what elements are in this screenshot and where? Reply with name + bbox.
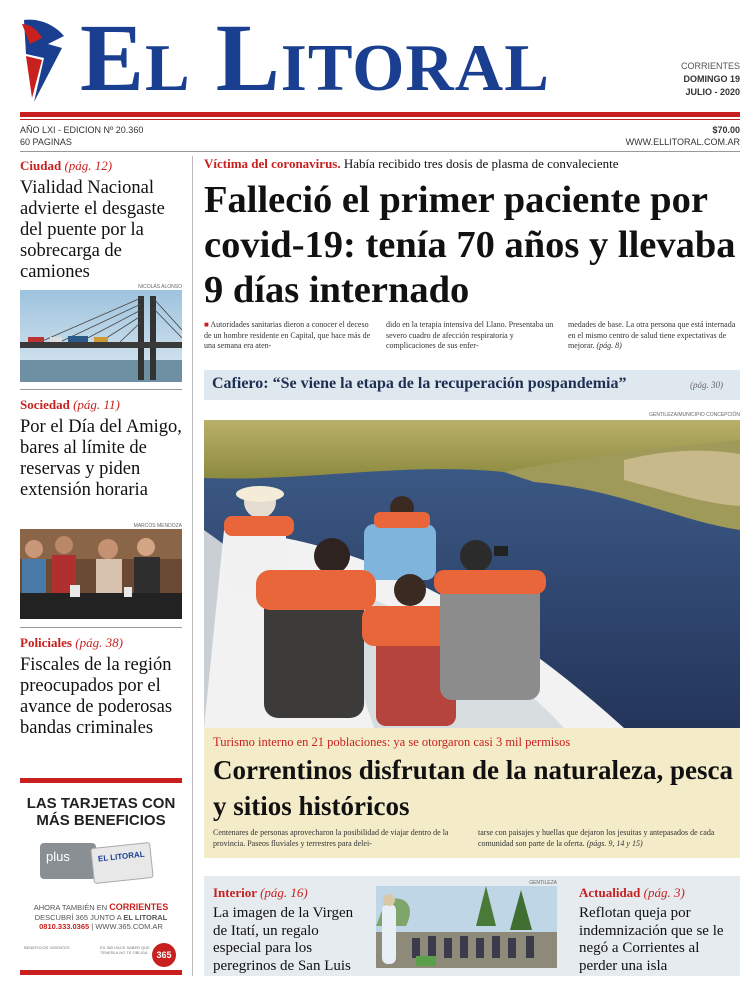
page-ref: (pág. 11): [73, 397, 120, 412]
page-count: 60 PAGINAS: [20, 137, 72, 147]
ad-phone: 0810.333.0365: [39, 922, 90, 931]
quote-text[interactable]: Cafiero: “Se viene la etapa de la recuperación pospandemia”: [212, 375, 627, 392]
date-block: [640, 60, 740, 99]
sociedad-headline[interactable]: Por el Día del Amigo, bares al límite de reservas y piden extensión horaria: [20, 417, 182, 500]
left-divider: [20, 627, 182, 628]
feature-column-1: Centenares de personas aprovecharon la posibilidad de viajar dentro de la provincia. Paseos fluviales y terrestres para delei-: [213, 828, 449, 848]
section-label: Ciudad: [20, 158, 62, 173]
col1-text: Autoridades sanitarias dieron a conocer el deceso de un hombre residente en Capital, que hace más de una semana era aten-: [204, 320, 371, 350]
ciudad-headline[interactable]: Vialidad Nacional advierte el desgaste del puente por la sobrecarga de camiones: [20, 178, 165, 282]
bullet-icon: ■: [204, 320, 209, 329]
main-kicker: [204, 156, 744, 172]
ad-fine1: BENEFICIOS VIGENTES: [24, 945, 70, 950]
edition-info: [20, 124, 143, 148]
kicker-label: Víctima del coronavirus.: [204, 156, 341, 171]
price-info: [626, 124, 740, 148]
masthead-rule: [20, 112, 740, 117]
section-policiales[interactable]: [20, 635, 123, 651]
masthead-rule-thin: [20, 119, 740, 120]
location: CORRIENTES: [680, 61, 740, 71]
column-divider: [192, 156, 193, 976]
interior-headline[interactable]: La imagen de la Virgen de Itatí, un regalo especial para los peregrinos de San Luis: [213, 905, 354, 974]
main-column-1: [204, 320, 372, 352]
plus-card: [40, 843, 96, 879]
feature-col2-text: tarse con paisajes y huellas que dejaron los jesuitas y antepasados de cada comunidad son parte de la oferta.: [478, 828, 715, 848]
main-headline[interactable]: Falleció el primer paciente por covid-19: tenía 70 años y llevaba 9 días internado: [204, 179, 736, 311]
bar-friends-photo[interactable]: [20, 529, 182, 619]
ad-body: AHORA TAMBIÉN EN CORRIENTES DESCUBRÍ 365 JUNTO A EL LITORAL 0810.333.0365 | WWW.365.COM.AR: [33, 902, 169, 931]
meta-rule: [20, 151, 740, 152]
section-actualidad[interactable]: [579, 885, 685, 901]
logo-365: 365: [152, 943, 176, 967]
weekday-day: DOMINGO 19: [683, 74, 740, 84]
feature-headline[interactable]: Correntinos disfrutan de la naturaleza, pesca y sitios históricos: [213, 755, 733, 821]
actualidad-headline[interactable]: Reflotan queja por indemnización que se le negó a Corrientes al perder una isla: [579, 905, 724, 974]
main-column-2: dido en la terapia intensiva del Llano. Presentaba un severo cuadro de afección respiratoria y complicaciones de sus enfer-: [386, 320, 554, 350]
ad-line1-hl: CORRIENTES: [109, 902, 169, 912]
card-brand: EL LITORAL: [97, 849, 146, 864]
ad-line2: DESCUBRÍ 365 JUNTO A: [34, 912, 122, 922]
ad-line1: AHORA TAMBIÉN EN: [33, 903, 108, 912]
main-photo-credit: GENTILEZA/MUNICIPIO CONCEPCIÓN: [649, 412, 740, 418]
ad-line2-hl: EL LITORAL: [123, 912, 168, 922]
bridge-photo[interactable]: [20, 290, 182, 382]
logo-mark: [20, 14, 70, 106]
ad-365[interactable]: [20, 778, 182, 975]
section-label: Interior: [213, 885, 257, 900]
col3-text: medades de base. La otra persona que está internada en el mismo centro de salud tiene expectativas de mejorar.: [568, 320, 736, 350]
website-link[interactable]: WWW.ELLITORAL.COM.AR: [625, 137, 740, 147]
feature-column-2: [478, 828, 738, 849]
month-year: JULIO - 2020: [685, 87, 740, 97]
section-sociedad[interactable]: [20, 397, 120, 413]
policiales-headline[interactable]: Fiscales de la región preocupados por el avance de poderosas bandas criminales: [20, 655, 173, 738]
photo-credit: GENTILEZA: [529, 880, 557, 886]
section-ciudad[interactable]: [20, 158, 112, 174]
feature-kicker: Turismo interno en 21 poblaciones: ya se otorgaron casi 3 mil permisos: [213, 735, 571, 749]
litoral-card: [90, 842, 153, 884]
edition-number: AÑO LXI - EDICION Nº 20.360: [20, 125, 144, 135]
left-divider: [20, 389, 182, 390]
ad-headline: LAS TARJETAS CON MÁS BENEFICIOS: [26, 795, 176, 829]
section-label: Actualidad: [579, 885, 641, 900]
quote-page-ref: (pág. 30): [690, 380, 723, 390]
main-column-3: [568, 320, 740, 352]
ad-web: WWW.365.COM.AR: [95, 922, 163, 931]
masthead-title[interactable]: El Litoral: [80, 4, 550, 111]
page-ref: (pág. 8): [596, 341, 622, 350]
page-ref: (pág. 38): [75, 635, 123, 650]
page-ref: (pág. 12): [64, 158, 113, 173]
price: $70.00: [712, 125, 740, 135]
page-ref: (pág. 3): [643, 885, 685, 900]
ad-fine2: ES 365 HACE SABER QUE TENERLA NO TE OBLIGA: [100, 945, 150, 955]
virgin-photo[interactable]: [376, 886, 557, 968]
section-label: Policiales: [20, 635, 72, 650]
photo-credit: MARCOS MENDOZA: [133, 523, 182, 529]
kicker-rest: Había recibido tres dosis de plasma de convaleciente: [343, 156, 619, 171]
page-ref: (pág. 16): [260, 885, 308, 900]
section-label: Sociedad: [20, 397, 70, 412]
photo-credit: NICOLÁS ALONSO: [138, 284, 182, 290]
card-label: plus: [46, 849, 70, 864]
section-interior[interactable]: [213, 885, 308, 901]
page-ref: (págs. 9, 14 y 15): [586, 838, 643, 848]
boat-photo[interactable]: [204, 420, 740, 728]
